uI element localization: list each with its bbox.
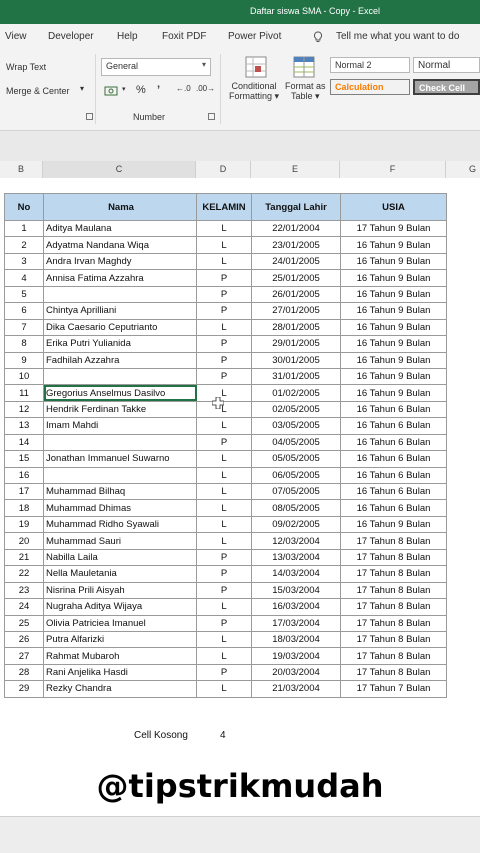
student-table (4, 193, 447, 698)
cell-nama[interactable]: Putra Alfarizki (44, 631, 197, 647)
cell-no[interactable]: 5 (5, 286, 44, 302)
cell-no[interactable]: 24 (5, 599, 44, 615)
table-row (5, 352, 447, 368)
cell-nama[interactable]: Muhammad Sauri (44, 533, 197, 549)
cell-usia[interactable]: 16 Tahun 6 Bulan (341, 484, 447, 500)
cell-no[interactable]: 26 (5, 631, 44, 647)
cell-tanggal-lahir[interactable]: 31/01/2005 (252, 368, 341, 384)
cell-nama[interactable]: Annisa Fatima Azzahra (44, 270, 197, 286)
cell-nama[interactable]: Olivia Patriciea Imanuel (44, 615, 197, 631)
conditional-formatting-icon[interactable] (245, 56, 267, 80)
cell-kelamin[interactable]: L (197, 599, 252, 615)
dialog-launcher-icon[interactable] (86, 112, 93, 122)
cell-nama[interactable]: Nugraha Aditya Wijaya (44, 599, 197, 615)
cell-tanggal-lahir[interactable]: 12/03/2004 (252, 533, 341, 549)
cell-nama[interactable]: Rahmat Mubaroh (44, 648, 197, 664)
increase-decimal-icon[interactable]: ←.0 (176, 84, 191, 93)
cell-usia[interactable]: 17 Tahun 8 Bulan (341, 615, 447, 631)
cell-kelamin[interactable]: P (197, 664, 252, 680)
style-normal-2[interactable]: Normal 2 (330, 57, 410, 73)
table-row (5, 500, 447, 516)
column-header-d[interactable]: D (196, 161, 251, 178)
cell-usia[interactable]: 16 Tahun 6 Bulan (341, 418, 447, 434)
title-bar (0, 0, 480, 24)
table-row (5, 664, 447, 680)
cell-kelamin[interactable]: P (197, 270, 252, 286)
cell-no[interactable]: 21 (5, 549, 44, 565)
cell-kelamin[interactable]: L (197, 484, 252, 500)
cell-tanggal-lahir[interactable]: 17/03/2004 (252, 615, 341, 631)
cell-tanggal-lahir[interactable]: 28/01/2005 (252, 319, 341, 335)
cell-no[interactable]: 17 (5, 484, 44, 500)
cell-no[interactable]: 23 (5, 582, 44, 598)
cell-nama[interactable]: Jonathan Immanuel Suwarno (44, 451, 197, 467)
cell-kelamin[interactable]: L (197, 418, 252, 434)
column-header-e[interactable]: E (251, 161, 340, 178)
header-usia[interactable]: USIA (341, 194, 447, 221)
cell-tanggal-lahir[interactable]: 29/01/2005 (252, 336, 341, 352)
cell-kelamin[interactable]: P (197, 303, 252, 319)
table-row (5, 451, 447, 467)
cell-no[interactable]: 14 (5, 434, 44, 450)
cell-kelamin[interactable]: P (197, 566, 252, 582)
cell-tanggal-lahir[interactable]: 18/03/2004 (252, 631, 341, 647)
currency-dropdown[interactable]: ▾ (122, 86, 126, 93)
cell-no[interactable]: 2 (5, 237, 44, 253)
cell-kelamin[interactable]: L (197, 451, 252, 467)
cell-usia[interactable]: 16 Tahun 6 Bulan (341, 434, 447, 450)
table-row (5, 631, 447, 647)
cell-usia[interactable]: 17 Tahun 9 Bulan (341, 221, 447, 237)
table-row (5, 418, 447, 434)
cell-kelamin[interactable]: L (197, 467, 252, 483)
style-calculation[interactable]: Calculation (330, 79, 410, 95)
table-row (5, 368, 447, 384)
cell-tanggal-lahir[interactable]: 19/03/2004 (252, 648, 341, 664)
header-nama[interactable]: Nama (44, 194, 197, 221)
comma-style-button[interactable]: ’ (157, 84, 161, 96)
cell-nama[interactable] (44, 286, 197, 302)
cell-no[interactable]: 15 (5, 451, 44, 467)
cell-no[interactable]: 27 (5, 648, 44, 664)
cell-tanggal-lahir[interactable]: 02/05/2005 (252, 401, 341, 417)
table-row (5, 582, 447, 598)
cell-kelamin[interactable]: L (197, 631, 252, 647)
summary-value: 4 (220, 730, 226, 741)
table-row (5, 648, 447, 664)
table-row (5, 434, 447, 450)
table-row (5, 303, 447, 319)
cell-kelamin[interactable]: L (197, 253, 252, 269)
table-row (5, 516, 447, 532)
cell-nama[interactable]: Adyatma Nandana Wiqa (44, 237, 197, 253)
cell-tanggal-lahir[interactable]: 09/02/2005 (252, 516, 341, 532)
cell-usia[interactable]: 17 Tahun 8 Bulan (341, 631, 447, 647)
cell-kelamin[interactable]: L (197, 648, 252, 664)
decrease-decimal-icon[interactable]: .00→ (196, 84, 216, 93)
table-row (5, 549, 447, 565)
summary-label: Cell Kosong (134, 730, 188, 741)
cell-usia[interactable]: 16 Tahun 6 Bulan (341, 451, 447, 467)
cell-cursor-icon (212, 396, 224, 414)
cell-tanggal-lahir[interactable]: 21/03/2004 (252, 681, 341, 697)
cell-usia[interactable]: 16 Tahun 9 Bulan (341, 270, 447, 286)
cell-kelamin[interactable]: L (197, 221, 252, 237)
percent-button[interactable]: % (136, 84, 146, 96)
cell-no[interactable]: 12 (5, 401, 44, 417)
ribbon (0, 50, 480, 131)
chevron-down-icon[interactable]: ▾ (80, 84, 85, 93)
cell-nama[interactable] (44, 467, 197, 483)
cell-usia[interactable]: 17 Tahun 8 Bulan (341, 582, 447, 598)
cell-usia[interactable]: 17 Tahun 8 Bulan (341, 533, 447, 549)
format-as-table-button[interactable]: Format as Table ▾ (285, 81, 326, 101)
cell-nama[interactable]: Gregorius Anselmus Dasilvo (44, 385, 197, 401)
table-header-row (5, 194, 447, 221)
cell-kelamin[interactable]: P (197, 549, 252, 565)
cell-usia[interactable]: 16 Tahun 6 Bulan (341, 467, 447, 483)
cell-nama[interactable]: Nabilla Laila (44, 549, 197, 565)
ribbon-tabs (0, 24, 480, 50)
cell-usia[interactable]: 16 Tahun 9 Bulan (341, 237, 447, 253)
cell-usia[interactable]: 17 Tahun 8 Bulan (341, 566, 447, 582)
cell-no[interactable]: 28 (5, 664, 44, 680)
cell-tanggal-lahir[interactable]: 22/01/2004 (252, 221, 341, 237)
cell-no[interactable]: 22 (5, 566, 44, 582)
column-header-g[interactable]: G (446, 161, 480, 178)
tab-help[interactable]: Help (117, 31, 138, 42)
cell-tanggal-lahir[interactable]: 14/03/2004 (252, 566, 341, 582)
tab-foxit-pdf[interactable]: Foxit PDF (162, 31, 207, 42)
cell-nama[interactable]: Andra Irvan Maghdy (44, 253, 197, 269)
cell-nama[interactable]: Muhammad Ridho Syawali (44, 516, 197, 532)
sheet-tabs-bar (0, 816, 480, 853)
cell-kelamin[interactable]: L (197, 401, 252, 417)
cell-tanggal-lahir[interactable]: 13/03/2004 (252, 549, 341, 565)
header-kelamin[interactable]: KELAMIN (197, 194, 252, 221)
cell-no[interactable]: 25 (5, 615, 44, 631)
cell-tanggal-lahir[interactable]: 06/05/2005 (252, 467, 341, 483)
cell-kelamin[interactable]: P (197, 286, 252, 302)
cell-tanggal-lahir[interactable]: 15/03/2004 (252, 582, 341, 598)
cell-nama[interactable]: Rani Anjelika Hasdi (44, 664, 197, 680)
formula-area (0, 131, 480, 161)
cell-no[interactable]: 16 (5, 467, 44, 483)
cell-tanggal-lahir[interactable]: 27/01/2005 (252, 303, 341, 319)
table-row (5, 599, 447, 615)
cell-tanggal-lahir[interactable]: 16/03/2004 (252, 599, 341, 615)
table-row (5, 237, 447, 253)
table-row (5, 533, 447, 549)
cell-no[interactable]: 18 (5, 500, 44, 516)
cell-tanggal-lahir[interactable]: 30/01/2005 (252, 352, 341, 368)
cell-kelamin[interactable]: P (197, 582, 252, 598)
cell-nama[interactable]: Imam Mahdi (44, 418, 197, 434)
header-no[interactable]: No (5, 194, 44, 221)
cell-tanggal-lahir[interactable]: 07/05/2005 (252, 484, 341, 500)
cell-usia[interactable]: 16 Tahun 9 Bulan (341, 336, 447, 352)
cell-tanggal-lahir[interactable]: 03/05/2005 (252, 418, 341, 434)
table-row (5, 336, 447, 352)
header-tanggal-lahir[interactable]: Tanggal Lahir (252, 194, 341, 221)
cell-nama[interactable]: Erika Putri Yulianida (44, 336, 197, 352)
cell-no[interactable]: 8 (5, 336, 44, 352)
cell-no[interactable]: 4 (5, 270, 44, 286)
cell-kelamin[interactable]: L (197, 319, 252, 335)
cell-nama[interactable]: Rezky Chandra (44, 681, 197, 697)
table-row (5, 484, 447, 500)
cell-nama[interactable]: Muhammad Bilhaq (44, 484, 197, 500)
cell-nama[interactable]: Chintya Aprilliani (44, 303, 197, 319)
table-row (5, 319, 447, 335)
cell-tanggal-lahir[interactable]: 01/02/2005 (252, 385, 341, 401)
cell-no[interactable]: 13 (5, 418, 44, 434)
currency-icon[interactable] (104, 85, 118, 99)
cell-tanggal-lahir[interactable]: 04/05/2005 (252, 434, 341, 450)
cell-usia[interactable]: 16 Tahun 9 Bulan (341, 385, 447, 401)
cell-nama[interactable]: Hendrik Ferdinan Takke (44, 401, 197, 417)
cell-usia[interactable]: 16 Tahun 9 Bulan (341, 286, 447, 302)
number-format-select[interactable]: General ▾ (101, 58, 211, 76)
cell-nama[interactable]: Nisrina Prili Aisyah (44, 582, 197, 598)
cell-kelamin[interactable]: L (197, 533, 252, 549)
cell-no[interactable]: 9 (5, 352, 44, 368)
cell-tanggal-lahir[interactable]: 23/01/2005 (252, 237, 341, 253)
cell-tanggal-lahir[interactable]: 26/01/2005 (252, 286, 341, 302)
cell-tanggal-lahir[interactable]: 20/03/2004 (252, 664, 341, 680)
cell-no[interactable]: 29 (5, 681, 44, 697)
wrap-text-button[interactable]: Wrap Text (6, 62, 47, 72)
tell-me-search[interactable]: Tell me what you want to do (336, 31, 460, 42)
tab-view[interactable]: View (5, 31, 27, 42)
cell-usia[interactable]: 17 Tahun 8 Bulan (341, 549, 447, 565)
tab-developer[interactable]: Developer (48, 31, 94, 42)
style-check-cell[interactable]: Check Cell (413, 79, 480, 95)
format-as-table-icon[interactable] (293, 56, 315, 80)
cell-kelamin[interactable]: P (197, 615, 252, 631)
table-row (5, 286, 447, 302)
cell-tanggal-lahir[interactable]: 05/05/2005 (252, 451, 341, 467)
cell-kelamin[interactable]: P (197, 352, 252, 368)
cell-kelamin[interactable]: P (197, 336, 252, 352)
cell-tanggal-lahir[interactable]: 25/01/2005 (252, 270, 341, 286)
watermark-text: @tipstrikmudah (96, 767, 384, 805)
cell-usia[interactable]: 17 Tahun 8 Bulan (341, 648, 447, 664)
cell-tanggal-lahir[interactable]: 24/01/2005 (252, 253, 341, 269)
table-row (5, 615, 447, 631)
cell-usia[interactable]: 16 Tahun 6 Bulan (341, 401, 447, 417)
cell-usia[interactable]: 16 Tahun 9 Bulan (341, 253, 447, 269)
cell-kelamin[interactable]: L (197, 516, 252, 532)
cell-no[interactable]: 6 (5, 303, 44, 319)
cell-usia[interactable]: 16 Tahun 9 Bulan (341, 352, 447, 368)
table-row (5, 270, 447, 286)
watermark-banner (69, 756, 411, 816)
cell-usia[interactable]: 17 Tahun 7 Bulan (341, 681, 447, 697)
cell-nama[interactable] (44, 368, 197, 384)
cell-nama[interactable]: Fadhilah Azzahra (44, 352, 197, 368)
column-header-c[interactable]: C (43, 161, 196, 178)
cell-usia[interactable]: 16 Tahun 9 Bulan (341, 319, 447, 335)
table-row (5, 221, 447, 237)
style-normal[interactable]: Normal (413, 57, 480, 73)
cell-no[interactable]: 10 (5, 368, 44, 384)
cell-nama[interactable]: Muhammad Dhimas (44, 500, 197, 516)
table-row (5, 681, 447, 697)
cell-no[interactable]: 20 (5, 533, 44, 549)
cell-usia[interactable]: 16 Tahun 6 Bulan (341, 500, 447, 516)
table-row (5, 401, 447, 417)
cell-kelamin[interactable]: L (197, 385, 252, 401)
number-group-label: Number (133, 112, 166, 122)
cell-kelamin[interactable]: L (197, 681, 252, 697)
merge-center-button[interactable]: Merge & Center (6, 86, 70, 96)
tab-power-pivot[interactable]: Power Pivot (228, 31, 282, 42)
table-row (5, 566, 447, 582)
cell-usia[interactable]: 16 Tahun 9 Bulan (341, 516, 447, 532)
table-row (5, 467, 447, 483)
column-header-b[interactable]: B (0, 161, 43, 178)
cell-nama[interactable]: Dika Caesario Ceputrianto (44, 319, 197, 335)
cell-usia[interactable]: 17 Tahun 8 Bulan (341, 664, 447, 680)
cell-no[interactable]: 1 (5, 221, 44, 237)
table-row (5, 385, 447, 401)
cell-kelamin[interactable]: L (197, 500, 252, 516)
cell-usia[interactable]: 16 Tahun 9 Bulan (341, 303, 447, 319)
table-row (5, 253, 447, 269)
number-dialog-launcher-icon[interactable] (208, 112, 215, 122)
column-header-f[interactable]: F (340, 161, 446, 178)
cell-no[interactable]: 19 (5, 516, 44, 532)
cell-no[interactable]: 11 (5, 385, 44, 401)
cell-kelamin[interactable]: P (197, 434, 252, 450)
cell-no[interactable]: 7 (5, 319, 44, 335)
cell-no[interactable]: 3 (5, 253, 44, 269)
cell-nama[interactable] (44, 434, 197, 450)
cell-nama[interactable]: Nella Mauletania (44, 566, 197, 582)
cell-tanggal-lahir[interactable]: 08/05/2005 (252, 500, 341, 516)
worksheet[interactable] (0, 178, 480, 750)
cell-kelamin[interactable]: P (197, 368, 252, 384)
window-title: Daftar siswa SMA - Copy - Excel (249, 6, 381, 16)
cell-kelamin[interactable]: L (197, 237, 252, 253)
cell-nama[interactable]: Aditya Maulana (44, 221, 197, 237)
conditional-formatting-button[interactable]: Conditional Formatting ▾ (229, 81, 280, 101)
cell-usia[interactable]: 17 Tahun 8 Bulan (341, 599, 447, 615)
cell-usia[interactable]: 16 Tahun 9 Bulan (341, 368, 447, 384)
lightbulb-icon (313, 31, 323, 46)
column-headers (0, 161, 480, 179)
